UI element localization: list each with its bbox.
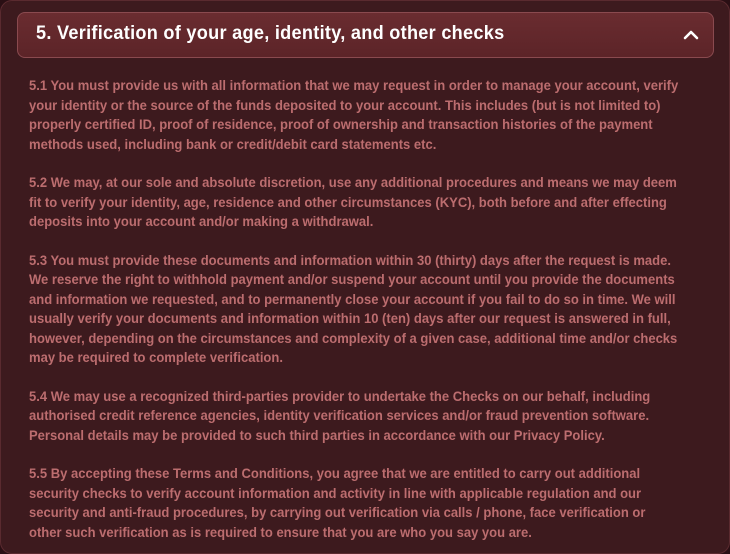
accordion-header[interactable] [17, 12, 714, 58]
paragraph-line: Personal details may be provided to such third parties in accordance with our Privacy Policy. [29, 426, 605, 443]
paragraph-line: 5.5 By accepting these Terms and Conditions, you agree that we are entitled to carry out additional [29, 465, 641, 481]
paragraph-line: 5.4 We may use a recognized third-parties provider to undertake the Checks on our behalf, including [29, 387, 651, 404]
paragraph-line: security and anti-fraud procedures, by carrying out verification via calls / phone, face verification or [29, 504, 646, 520]
paragraph-line: security checks to verify account information and activity in line with applicable regulation and our [29, 484, 642, 501]
paragraph-line: fit to verify your identity, age, residence and other circumstances (KYC), both before and after effecting [29, 193, 667, 210]
paragraph-line: 5.2 We may, at our sole and absolute discretion, use any additional procedures and means we may deem [29, 174, 677, 190]
paragraph-line: authorised credit reference agencies, identity verification services and/or fraud prevention software. [29, 407, 650, 423]
paragraph-line: methods used, including bank or credit/debit card statements etc. [29, 135, 437, 152]
section-title: 5. Verification of your age, identity, and other checks [36, 22, 505, 44]
paragraph-line: and information we requested, and to permanently close your account if you fail to do so in time. We will [29, 290, 676, 307]
paragraph-5-5 [29, 464, 671, 542]
paragraph-line: properly certified ID, proof of residence, proof of ownership and transaction histories of the payment [29, 116, 653, 132]
paragraph-line: your identity or the source of the funds deposited to your account. This includes (but is not limited to) [29, 96, 661, 113]
paragraph-line: deposits into your account and/or making a withdrawal. [29, 213, 374, 229]
paragraph-line: 5.1 You must provide us with all information that we may request in order to manage your account, verify [29, 77, 679, 93]
paragraph-line: other such verification as is required to ensure that you are who you say you are. [29, 523, 532, 540]
chevron-up-icon[interactable] [683, 28, 699, 42]
section-body [29, 76, 719, 554]
paragraph-5-1 [29, 76, 679, 154]
paragraph-line: usually verify your documents and information within 10 (ten) days after our request is answered in full, [29, 310, 671, 326]
paragraph-line: however, depending on the circumstances and complexity of a given case, additional time and/or checks [29, 329, 678, 346]
paragraph-5-2 [29, 173, 677, 232]
paragraph-5-3 [29, 251, 678, 368]
paragraph-line: We reserve the right to withhold payment and/or suspend your account until you provide the documents [29, 271, 675, 287]
paragraph-5-4 [29, 387, 671, 446]
paragraph-line: may be required to complete verification. [29, 349, 283, 365]
paragraph-line: 5.3 You must provide these documents and information within 30 (thirty) days after the request is made. [29, 251, 671, 268]
